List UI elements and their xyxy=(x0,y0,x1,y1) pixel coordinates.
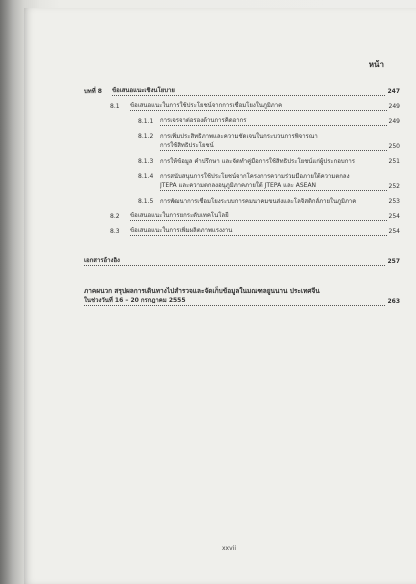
toc-entry-8-2[interactable] xyxy=(84,211,400,221)
toc-entry-appendix-title[interactable]: ภาคผนวก สรุปผลการเดินทางไปสำรวจและจัดเก็บข้อมูลในมณฑลยูนนาน ประเทศจีน xyxy=(84,287,320,295)
toc-entry-8-1-2-continuation[interactable] xyxy=(84,141,400,151)
table-of-contents xyxy=(84,86,400,306)
toc-entry-page: 249 xyxy=(388,118,400,125)
toc-entry-title: การสนับสนุนการใช้ประโยชน์จากโครงการความร่วมมือภายใต้ความตกลง xyxy=(160,173,350,180)
toc-entry-title-continued: JTEPA และความตกลงอนุภูมิภาคภายใต้ JTEPA และ ASEAN xyxy=(160,181,387,191)
toc-entry-page: 247 xyxy=(387,88,400,95)
toc-entry-8-3[interactable] xyxy=(84,226,400,236)
toc-entry-title: เอกสารอ้างอิง xyxy=(84,256,385,266)
toc-entry-number: 8.1.3 xyxy=(138,158,154,165)
toc-entry-title: การพัฒนาการเชื่อมโยงระบบการคมนาคมขนส่งและโลจิสติกส์ภายในภูมิภาค xyxy=(160,198,357,205)
page-column-header: หน้า xyxy=(368,60,384,69)
toc-entry-page: 254 xyxy=(388,228,400,235)
toc-entry-title: การเจรจาต่อรองด้านการคิดอากร xyxy=(160,116,387,126)
toc-entry-title: ข้อเสนอแนะในการใช้ประโยชน์จากการเชื่อมโยงในภูมิภาค xyxy=(130,101,387,111)
toc-entry-title: การเพิ่มประสิทธิภาพและความชัดเจนในกระบวนการพิจารณา xyxy=(160,133,318,140)
toc-entry-number: 8.1.2 xyxy=(138,133,154,140)
toc-entry-page: 253 xyxy=(388,198,400,205)
toc-entry-appendix[interactable] xyxy=(84,296,400,306)
toc-entry-chapter-8[interactable] xyxy=(84,86,400,96)
toc-entry-title: ข้อเสนอแนะในการเพิ่มผลิตภาพแรงงาน xyxy=(130,226,387,236)
toc-entry-title-continued: การใช้สิทธิประโยชน์ xyxy=(160,141,387,151)
toc-entry-8-1[interactable] xyxy=(84,101,400,111)
toc-entry-title-continued: ในช่วงวันที่ 16 – 20 กรกฎาคม 2555 xyxy=(84,296,385,306)
toc-entry-8-1-5[interactable] xyxy=(84,196,400,206)
toc-entry-page: 251 xyxy=(388,158,400,165)
toc-entry-8-1-4-continuation[interactable] xyxy=(84,181,400,191)
toc-entry-number: 8.1.5 xyxy=(138,198,154,205)
toc-entry-8-1-2[interactable] xyxy=(84,131,400,141)
toc-entry-page: 257 xyxy=(387,258,400,265)
document-page xyxy=(24,8,416,584)
toc-entry-number: 8.1 xyxy=(110,103,120,110)
toc-entry-number: 8.1.1 xyxy=(138,118,154,125)
toc-entry-page: 252 xyxy=(388,183,400,190)
toc-entry-number: 8.1.4 xyxy=(138,173,154,180)
toc-entry-number: 8.2 xyxy=(110,213,120,220)
toc-entry-page: 250 xyxy=(388,143,400,150)
toc-entry-8-1-3[interactable] xyxy=(84,156,400,166)
toc-entry-title: การให้ข้อมูล คำปรึกษา และจัดทำคู่มือการใช้สิทธิประโยชน์แก่ผู้ประกอบการ xyxy=(160,158,355,165)
toc-entry-title: ข้อเสนอแนะในการยกระดับเทคโนโลยี xyxy=(130,211,387,221)
toc-entry-8-1-4[interactable] xyxy=(84,171,400,181)
toc-entry-title: ข้อเสนอแนะเชิงนโยบาย xyxy=(112,86,385,96)
page-number: xxvii xyxy=(222,545,236,552)
toc-entry-page: 249 xyxy=(388,103,400,110)
toc-entry-number: บทที่ 8 xyxy=(84,88,102,95)
toc-entry-8-1-1[interactable] xyxy=(84,116,400,126)
toc-entry-number: 8.3 xyxy=(110,228,120,235)
toc-entry-references[interactable] xyxy=(84,256,400,266)
toc-entry-page: 263 xyxy=(387,298,400,305)
toc-entry-page: 254 xyxy=(388,213,400,220)
